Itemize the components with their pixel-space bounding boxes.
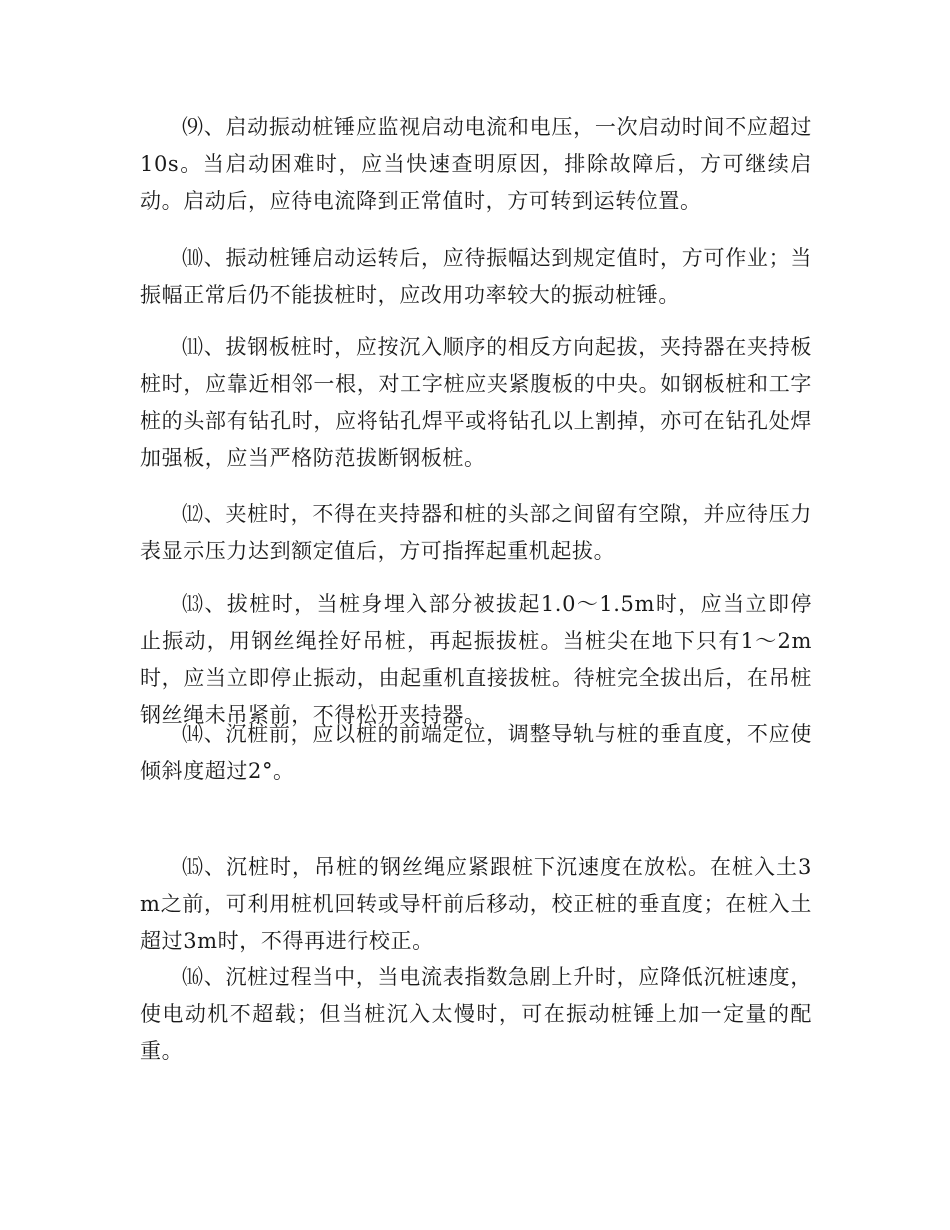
- paragraph-16: ⒃、沉桩过程当中，当电流表指数急剧上升时，应降低沉桩速度，使电动机不超载；但当桩沉入太慢时，可在振动桩锤上加一定量的配重。: [140, 965, 812, 1063]
- paragraph-9: ⑼、启动振动桩锤应监视启动电流和电压，一次启动时间不应超过10s。当启动困难时，应当快速查明原因，排除故障后，方可继续启动。启动后，应待电流降到正常值时，方可转到运转位置。: [140, 115, 812, 213]
- paragraph-14: ⒁、沉桩前，应以桩的前端定位，调整导轨与桩的垂直度，不应使倾斜度超过2°。: [140, 722, 812, 783]
- paragraph-11: ⑾、拔钢板桩时，应按沉入顺序的相反方向起拔，夹持器在夹持板桩时，应靠近相邻一根，对工字桩应夹紧腹板的中央。如钢板桩和工字桩的头部有钻孔时，应将钻孔焊平或将钻孔以上割掉，亦可在钻孔处焊加强板，应当严格防范拔断钢板桩。: [140, 335, 812, 470]
- paragraph-13: ⒀、拔桩时，当桩身埋入部分被拔起1.0～1.5m时，应当立即停止振动，用钢丝绳拴好吊桩，再起振拔桩。当桩尖在地下只有1～2m时，应当立即停止振动，由起重机直接拔桩。待桩完全拔出后，在吊桩钢丝绳未吊紧前，不得松开夹持器。: [140, 592, 812, 727]
- paragraph-12: ⑿、夹桩时，不得在夹持器和桩的头部之间留有空隙，并应待压力表显示压力达到额定值后，方可指挥起重机起拔。: [140, 502, 812, 563]
- paragraph-10: ⑽、振动桩锤启动运转后，应待振幅达到规定值时，方可作业；当振幅正常后仍不能拔桩时，应改用功率较大的振动桩锤。: [140, 246, 812, 307]
- paragraph-15: ⒂、沉桩时，吊桩的钢丝绳应紧跟桩下沉速度在放松。在桩入土3m之前，可利用桩机回转或导杆前后移动，校正桩的垂直度；在桩入土超过3m时，不得再进行校正。: [140, 855, 812, 953]
